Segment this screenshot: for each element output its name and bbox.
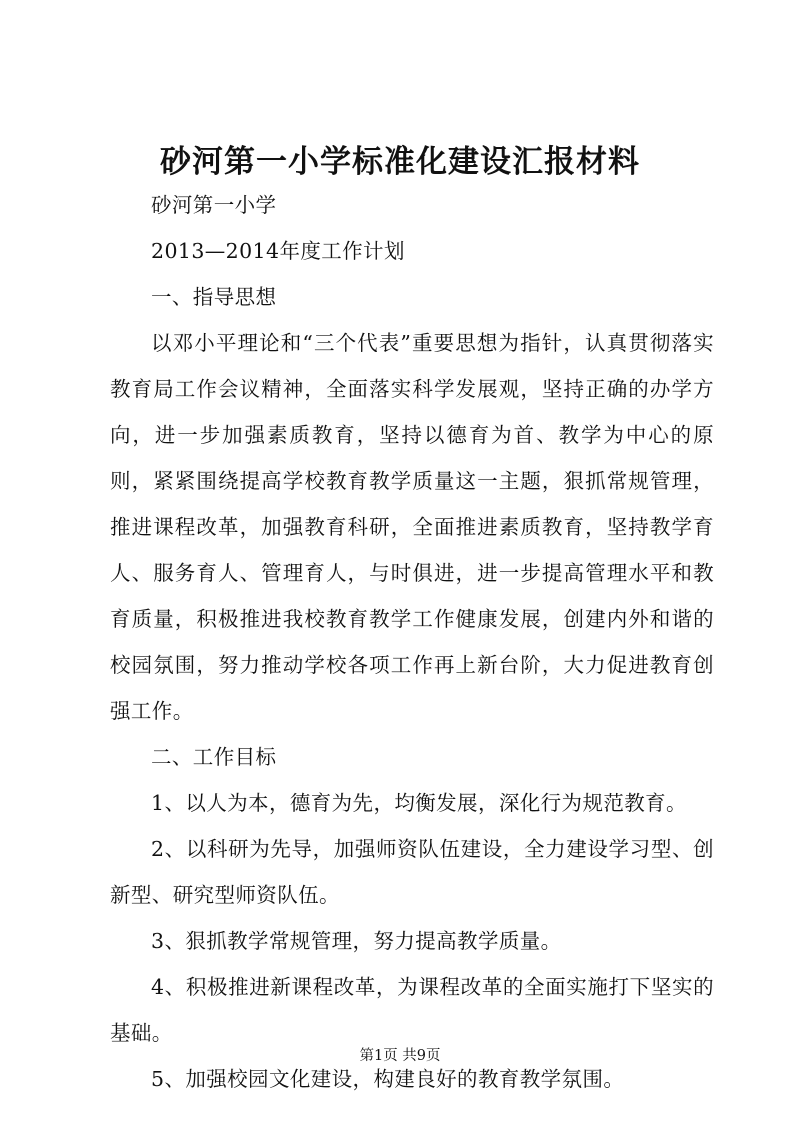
plan-title: 2013—2014年度工作计划 <box>151 239 405 263</box>
section-heading-guiding-ideology: 一、指导思想 <box>151 285 277 309</box>
school-name: 砂河第一小学 <box>151 193 277 217</box>
guiding-ideology-paragraph: 以邓小平理论和“三个代表”重要思想为指针，认真贯彻落实教育局工作会议精神，全面落实科学发展观，坚持正确的办学方向，进一步加强素质教育，坚持以德育为首、教学为中心的原则，紧紧围绕提高学校教育教学质量这一主题，狠抓常规管理，推进课程改革，加强教育科研，全面推进素质教育，坚持教学育人、服务育人、管理育人，与时俱进，进一步提高管理水平和教育质量，积极推进我校教育教学工作健康发展，创建内外和谐的校园氛围，努力推动学校各项工作再上新台阶，大力促进教育创强工作。 <box>110 331 714 723</box>
document-body <box>110 182 714 1102</box>
page-number-footer: 第1页 共9页 <box>359 1048 441 1064</box>
goal-item-5: 5、加强校园文化建设，构建良好的教育教学氛围。 <box>151 1067 625 1091</box>
goal-item-2: 2、以科研为先导，加强师资队伍建设，全力建设学习型、创新型、研究型师资队伍。 <box>110 837 714 907</box>
section-heading-work-goals: 二、工作目标 <box>151 745 277 769</box>
goal-item-4: 4、积极推进新课程改革，为课程改革的全面实施打下坚实的基础。 <box>110 975 714 1045</box>
goal-item-1: 1、以人为本，德育为先，均衡发展，深化行为规范教育。 <box>151 791 687 815</box>
document-title: 砂河第一小学标准化建设汇报材料 <box>160 144 640 180</box>
goal-item-3: 3、狠抓教学常规管理，努力提高教学质量。 <box>151 929 562 953</box>
